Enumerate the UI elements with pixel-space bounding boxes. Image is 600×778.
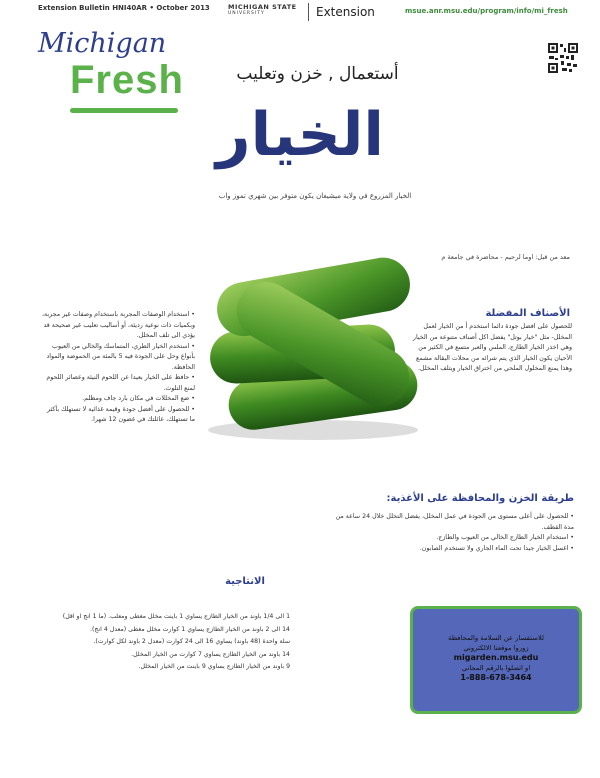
list-item: 9 باوند من الخيار الطازج يساوي 9 باينت من الخيار المخلل. [138, 663, 290, 670]
msu-logo-line2: UNIVERSITY [228, 11, 265, 16]
yield-list [40, 612, 290, 675]
tips-list [40, 310, 195, 426]
contact-box [410, 606, 582, 714]
author-note: معد من قبل: اوما لرحيم - محاضرة في جامعة م [441, 253, 570, 261]
list-item: 14 باوند من الخيار الطازج يساوي 7 كوارت من الخيار المخلل. [131, 650, 290, 658]
list-item: • استخدام الخيار الطازج الخالي من العيوب والطازج. [436, 534, 574, 541]
cucumber-image [198, 250, 423, 450]
brand-fresh: Fresh [70, 58, 184, 102]
list-item: • ضع المخللات في مكان بارد جاف ومظلم. [82, 395, 195, 402]
yield-heading: الانتاجية [225, 576, 265, 587]
qr-code-icon [547, 42, 579, 74]
list-item: 1 الى 1/4 باوند من الخيار الطازج يساوي 1 باينت مخلل مغطى ومعلب. (ما 1 انج او اقل) [62, 613, 290, 620]
list-item: • للحصول على أعلى مستوى من الجودة في عمل المخلل، يفضل التخلل خلال 24 ساعة من مدة القطف. [335, 513, 574, 531]
msu-logo-line1: MICHIGAN STATE [228, 3, 297, 11]
contact-phone: 1-888-678-3464 [460, 673, 532, 682]
list-item: • استخدام الوصفات المجربة باستخدام وصفات غير مجربة، وبكميات ذات نوعية رديئة، أو أساليب تعليب غير صحيحة قد يؤدي الى تلف المخلل. [42, 311, 195, 339]
list-item: • حافظ على الخيار بعيدا عن اللحوم النيئة وعصائر اللحوم لمنع التلوث. [46, 374, 195, 392]
contact-line: او اتصلوا بالرقم المجاني [461, 664, 531, 672]
contact-line: للاستفسار عن السلامة والمحافظة [448, 634, 544, 642]
extension-label: Extension [316, 5, 375, 19]
intro-text: الخيار المزروع في ولاية ميشيغان يكون متوفر بين شهري تموز واب [218, 192, 412, 200]
brand-michigan: Michigan [38, 28, 167, 59]
varieties-body: للحصول على افضل جودة دائما استخدم أ من الخيار لعمل المخلل- مثل "خيار بوتل" يفضل اكل أصناف متنوعة من الخيار وهي اخذر الخيار الطازج، الملس والعبر متسع في الكثير من الأحيان يكون الخيار الذي يتم شرائه من محلات البقالة مشمع وهذا يمنع المخلول الملحي من اختراق الخيار ويتلف المخلل. [412, 323, 572, 372]
list-item: سلة واحدة (48 باوند) يساوي 16 الى 24 كوارت (معدل 2 باوند لكل كوارت). [93, 638, 290, 645]
program-url: msue.anr.msu.edu/program/info/mi_fresh [405, 7, 568, 15]
brand-underline [70, 108, 178, 113]
list-item: • للحصول على أفضل جودة وقيمة غذائية لا تستهلك بأكثر ما تستهلك، عائلتك في غضون 12 شهرا. [47, 405, 195, 423]
list-item: • اغسل الخيار جيدا تحت الماء الجاري ولا تستخدم الصابون. [419, 544, 574, 552]
subtitle: أستعمال , خزن وتعليب [236, 64, 399, 84]
varieties-heading: الأصناف المفضلة [485, 308, 570, 319]
storage-heading: طريقة الخزن والمحافظة على الأغذية: [386, 493, 574, 504]
bulletin-info: Extension Bulletin HNI40AR • October 2013 [38, 4, 210, 12]
contact-website-link[interactable]: migarden.msu.edu [453, 653, 539, 662]
list-item: 14 الى 2 باوند من الخيار الطازج يساوي 1 كوارت مخلل مغطى (معدل 4 انج). [90, 625, 290, 633]
contact-line: زوروا موقعنا الالكتروني [463, 644, 529, 652]
storage-list [330, 512, 574, 554]
list-item: • استخدم الخيار الطري، المتماسك والخالي من العيوب بأنواع وحل على الجودة فيه 5 بالمئة من الحموضة والمواد الحافظة. [46, 342, 195, 371]
msu-logo [228, 3, 309, 21]
page-title: الخيار [216, 100, 384, 170]
